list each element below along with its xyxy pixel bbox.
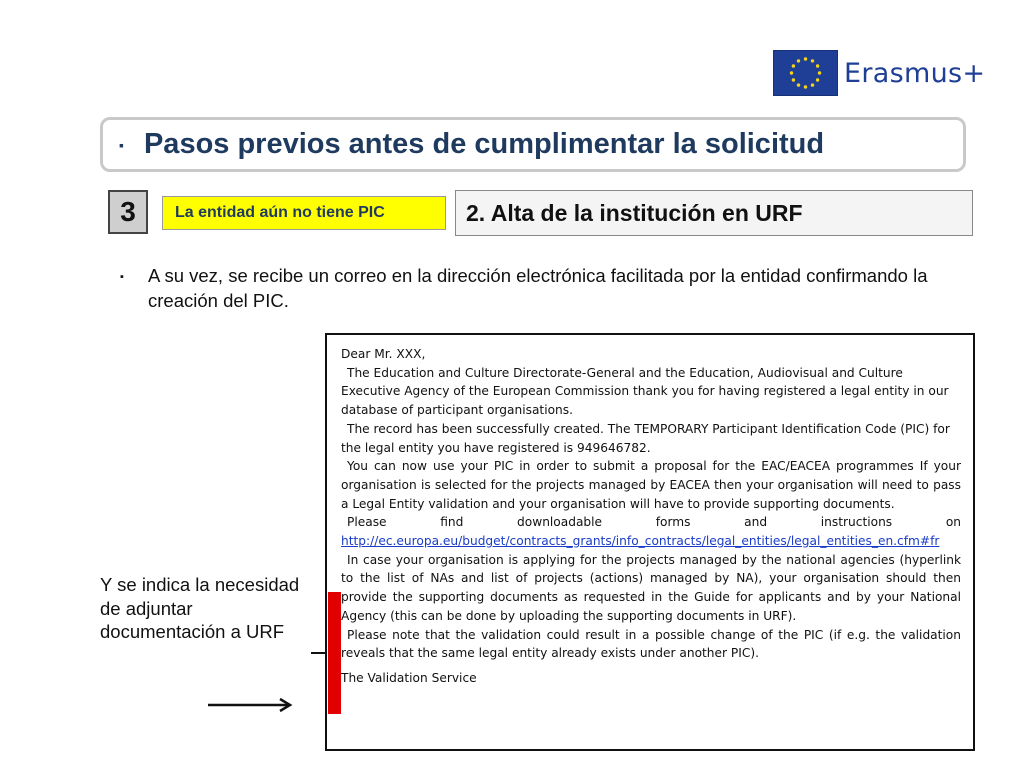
connector-line: [311, 652, 327, 654]
email-paragraph-4-text: Please find downloadable forms and instructions on: [347, 515, 961, 530]
paragraph-text: A su vez, se recibe un correo en la dirección electrónica facilitada por la entidad confirmando la creación del PIC.: [148, 265, 928, 311]
email-greeting: Dear Mr. XXX,: [341, 347, 426, 361]
erasmus-logo: [773, 50, 985, 96]
side-note: Y se indica la necesidad de adjuntar documentación a URF: [100, 574, 300, 642]
email-paragraph-5: In case your organisation is applying for the projects managed by the national agencies (hyperlink to the list of NAs and list of projects (actions) managed by NA), your organisation should then provide the supporting documents as requested in the Guide for applicants and by your National Agency (this can be done by uploading the supporting documents in URF).: [341, 552, 961, 623]
email-paragraph-4: [341, 513, 961, 550]
bullet-paragraph: [120, 263, 980, 313]
step-badge: La entidad aún no tiene PIC: [162, 196, 446, 230]
slide-title: Pasos previos antes de cumplimentar la solicitud: [143, 128, 825, 160]
email-paragraph-1: The Education and Culture Directorate-General and the Education, Audiovisual and Culture Executive Agency of the European Commission thank you for having registered a legal entity in our database of participant organisations.: [341, 365, 949, 418]
right-arrow-icon: [208, 697, 296, 713]
email-paragraph-6: Please note that the validation could result in a possible change of the PIC (if e.g. the validation reveals that the same legal entity already exists under another PIC).: [341, 627, 961, 661]
title-bullet: ▪: [119, 136, 124, 153]
email-paragraph-3: You can now use your PIC in order to submit a proposal for the EAC/EACEA programmes If your organisation is selected for the projects managed by EACEA then your organisation will need to pass a Legal Entity validation and your organisation will have to provide supporting documents.: [341, 459, 961, 511]
email-paragraph-2: The record has been successfully created. The TEMPORARY Participant Identification Code (PIC) for the legal entity you have registered is 949646782.: [341, 421, 950, 455]
email-screenshot: [325, 333, 975, 751]
step-title: 2. Alta de la institución en URF: [455, 190, 973, 236]
step-number: 3: [108, 190, 148, 234]
highlight-bar: [328, 592, 341, 714]
slide-title-box: [100, 117, 966, 172]
eu-flag-icon: [773, 50, 838, 96]
email-link[interactable]: http://ec.europa.eu/budget/contracts_grants/info_contracts/legal_entities/legal_entities_en.cfm#fr: [341, 534, 940, 549]
paragraph-bullet: ▪: [120, 271, 124, 283]
logo-text: Erasmus+: [844, 57, 986, 89]
email-signature: The Validation Service: [341, 670, 477, 685]
